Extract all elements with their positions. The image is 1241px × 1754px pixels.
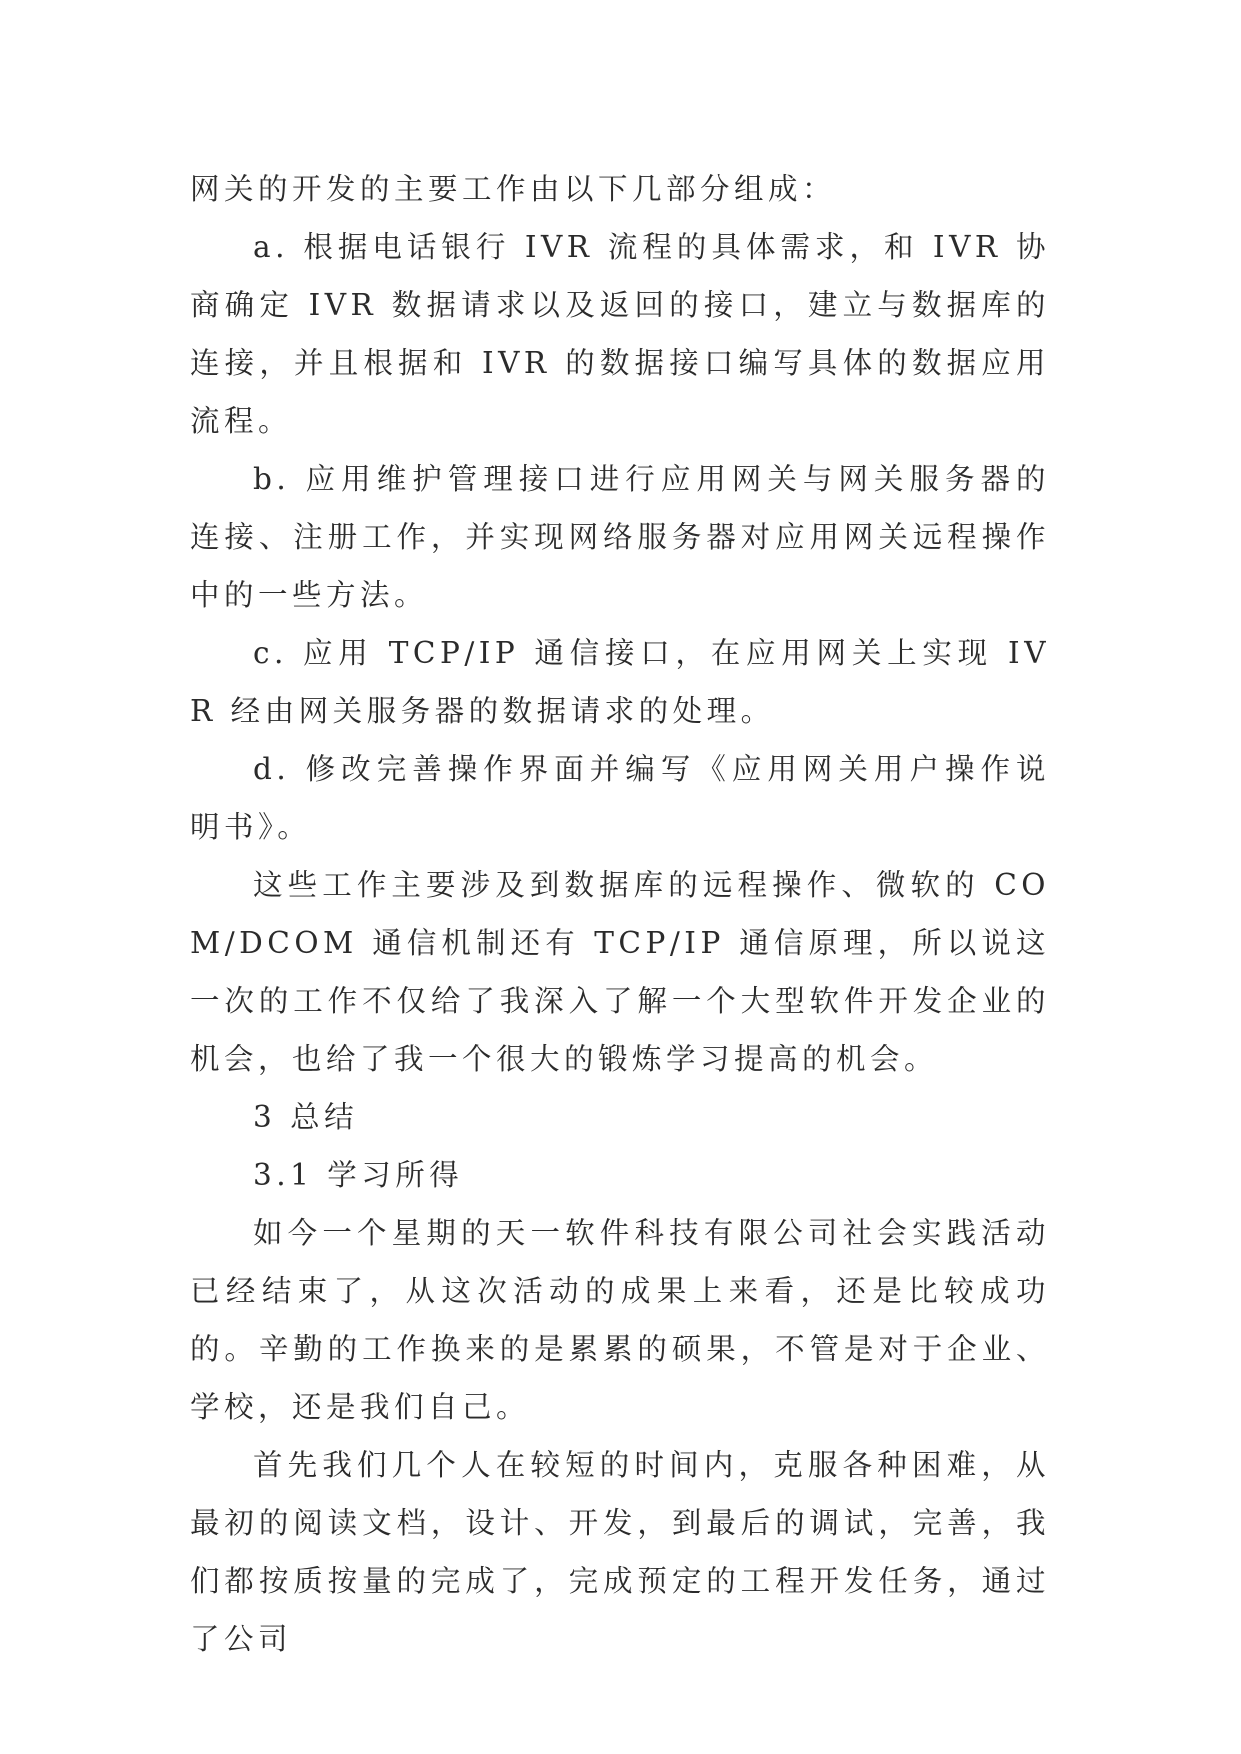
section-heading: 3 总结	[253, 1100, 359, 1134]
work-summary-paragraph: 这些工作主要涉及到数据库的远程操作、微软的 COM/DCOM 通信机制还有 TCP/IP 通信原理，所以说这一次的工作不仅给了我深入了解一个大型软件开发企业的机会，也给了我一个很大的锻炼学习提高的机会。	[190, 868, 1050, 1076]
achievement-paragraph: 首先我们几个人在较短的时间内，克服各种困难，从最初的阅读文档，设计、开发，到最后的调试，完善，我们都按质按量的完成了，完成预定的工程开发任务，通过了公司	[190, 1448, 1050, 1656]
document-body	[190, 160, 1050, 1668]
subsection-heading: 3.1 学习所得	[253, 1158, 464, 1192]
task-d-paragraph: d. 修改完善操作界面并编写《应用网关用户操作说明书》。	[190, 752, 1050, 844]
task-c-paragraph: c. 应用 TCP/IP 通信接口，在应用网关上实现 IVR 经由网关服务器的数据请求的处理。	[190, 636, 1050, 728]
task-b-paragraph: b. 应用维护管理接口进行应用网关与网关服务器的连接、注册工作，并实现网络服务器对应用网关远程操作中的一些方法。	[190, 462, 1050, 612]
learning-paragraph: 如今一个星期的天一软件科技有限公司社会实践活动已经结束了，从这次活动的成果上来看，还是比较成功的。辛勤的工作换来的是累累的硕果，不管是对于企业、 学校，还是我们自己。	[190, 1216, 1050, 1424]
intro-paragraph: 网关的开发的主要工作由以下几部分组成：	[190, 172, 837, 206]
task-a-paragraph: a. 根据电话银行 IVR 流程的具体需求，和 IVR 协商确定 IVR 数据请求以及返回的接口，建立与数据库的连接，并且根据和 IVR 的数据接口编写具体的数据应用流程。	[190, 230, 1050, 438]
